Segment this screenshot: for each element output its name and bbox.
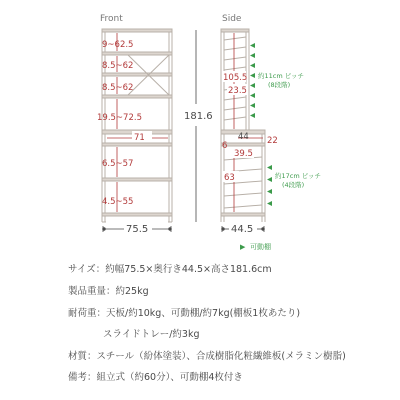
spec-load: 耐荷重：天板/約10kg、可動棚/約7kg(棚板1枚あたり) — [68, 308, 301, 319]
front-frame — [102, 29, 172, 222]
spec-notes: 備考：組立式（約60分）、可動棚4枚付き — [68, 372, 243, 383]
side-dim-4: 22 — [267, 136, 278, 146]
pitch-upper-count: (8段階) — [268, 81, 291, 89]
front-dim-6: 6.5~57 — [102, 159, 134, 169]
legend-marker-icon: ▶ — [240, 243, 246, 251]
pitch-markers-lower — [267, 165, 272, 206]
side-dim-3: 44 — [238, 132, 249, 142]
pitch-upper-label: 約11cm ピッチ — [258, 72, 304, 80]
spec-material: 材質：スチール（紛体塗装）、合成樹脂化粧繊維板(メラミン樹脂) — [68, 351, 346, 362]
side-dim-6: 39.5 — [234, 149, 253, 159]
side-dim-7: 63 — [224, 173, 235, 183]
pitch-lower-count: (4段階) — [282, 181, 305, 189]
pitch-markers-upper — [250, 43, 255, 118]
front-dim-2: 8.5~62 — [102, 61, 134, 71]
front-dim-3: 8.5~62 — [102, 83, 134, 93]
legend-label: 可動棚 — [250, 243, 271, 251]
side-width-label: 44.5 — [231, 224, 254, 235]
spec-load-tray: スライドトレー/約3kg — [103, 329, 200, 340]
pitch-lower-label: 約17cm ピッチ — [275, 172, 321, 180]
front-dim-5: 71 — [134, 133, 145, 143]
side-dim-1: 105.5 — [223, 73, 248, 83]
spec-size: サイズ：約幅75.5×奥行き44.5×高さ181.6cm — [68, 264, 272, 275]
front-view-label: Front — [100, 14, 123, 24]
side-dim-5: 6 — [222, 141, 228, 151]
front-width-label: 75.5 — [126, 224, 149, 235]
front-dim-4: 19.5~72.5 — [97, 113, 142, 123]
side-dim-2: 23.5 — [228, 86, 247, 96]
front-dim-1: 9~62.5 — [102, 40, 134, 50]
height-label: 181.6 — [184, 111, 213, 122]
side-frame — [221, 29, 265, 222]
front-dim-7: 4.5~55 — [102, 197, 134, 207]
side-view-label: Side — [222, 14, 242, 24]
spec-weight: 製品重量：約25kg — [68, 286, 149, 297]
